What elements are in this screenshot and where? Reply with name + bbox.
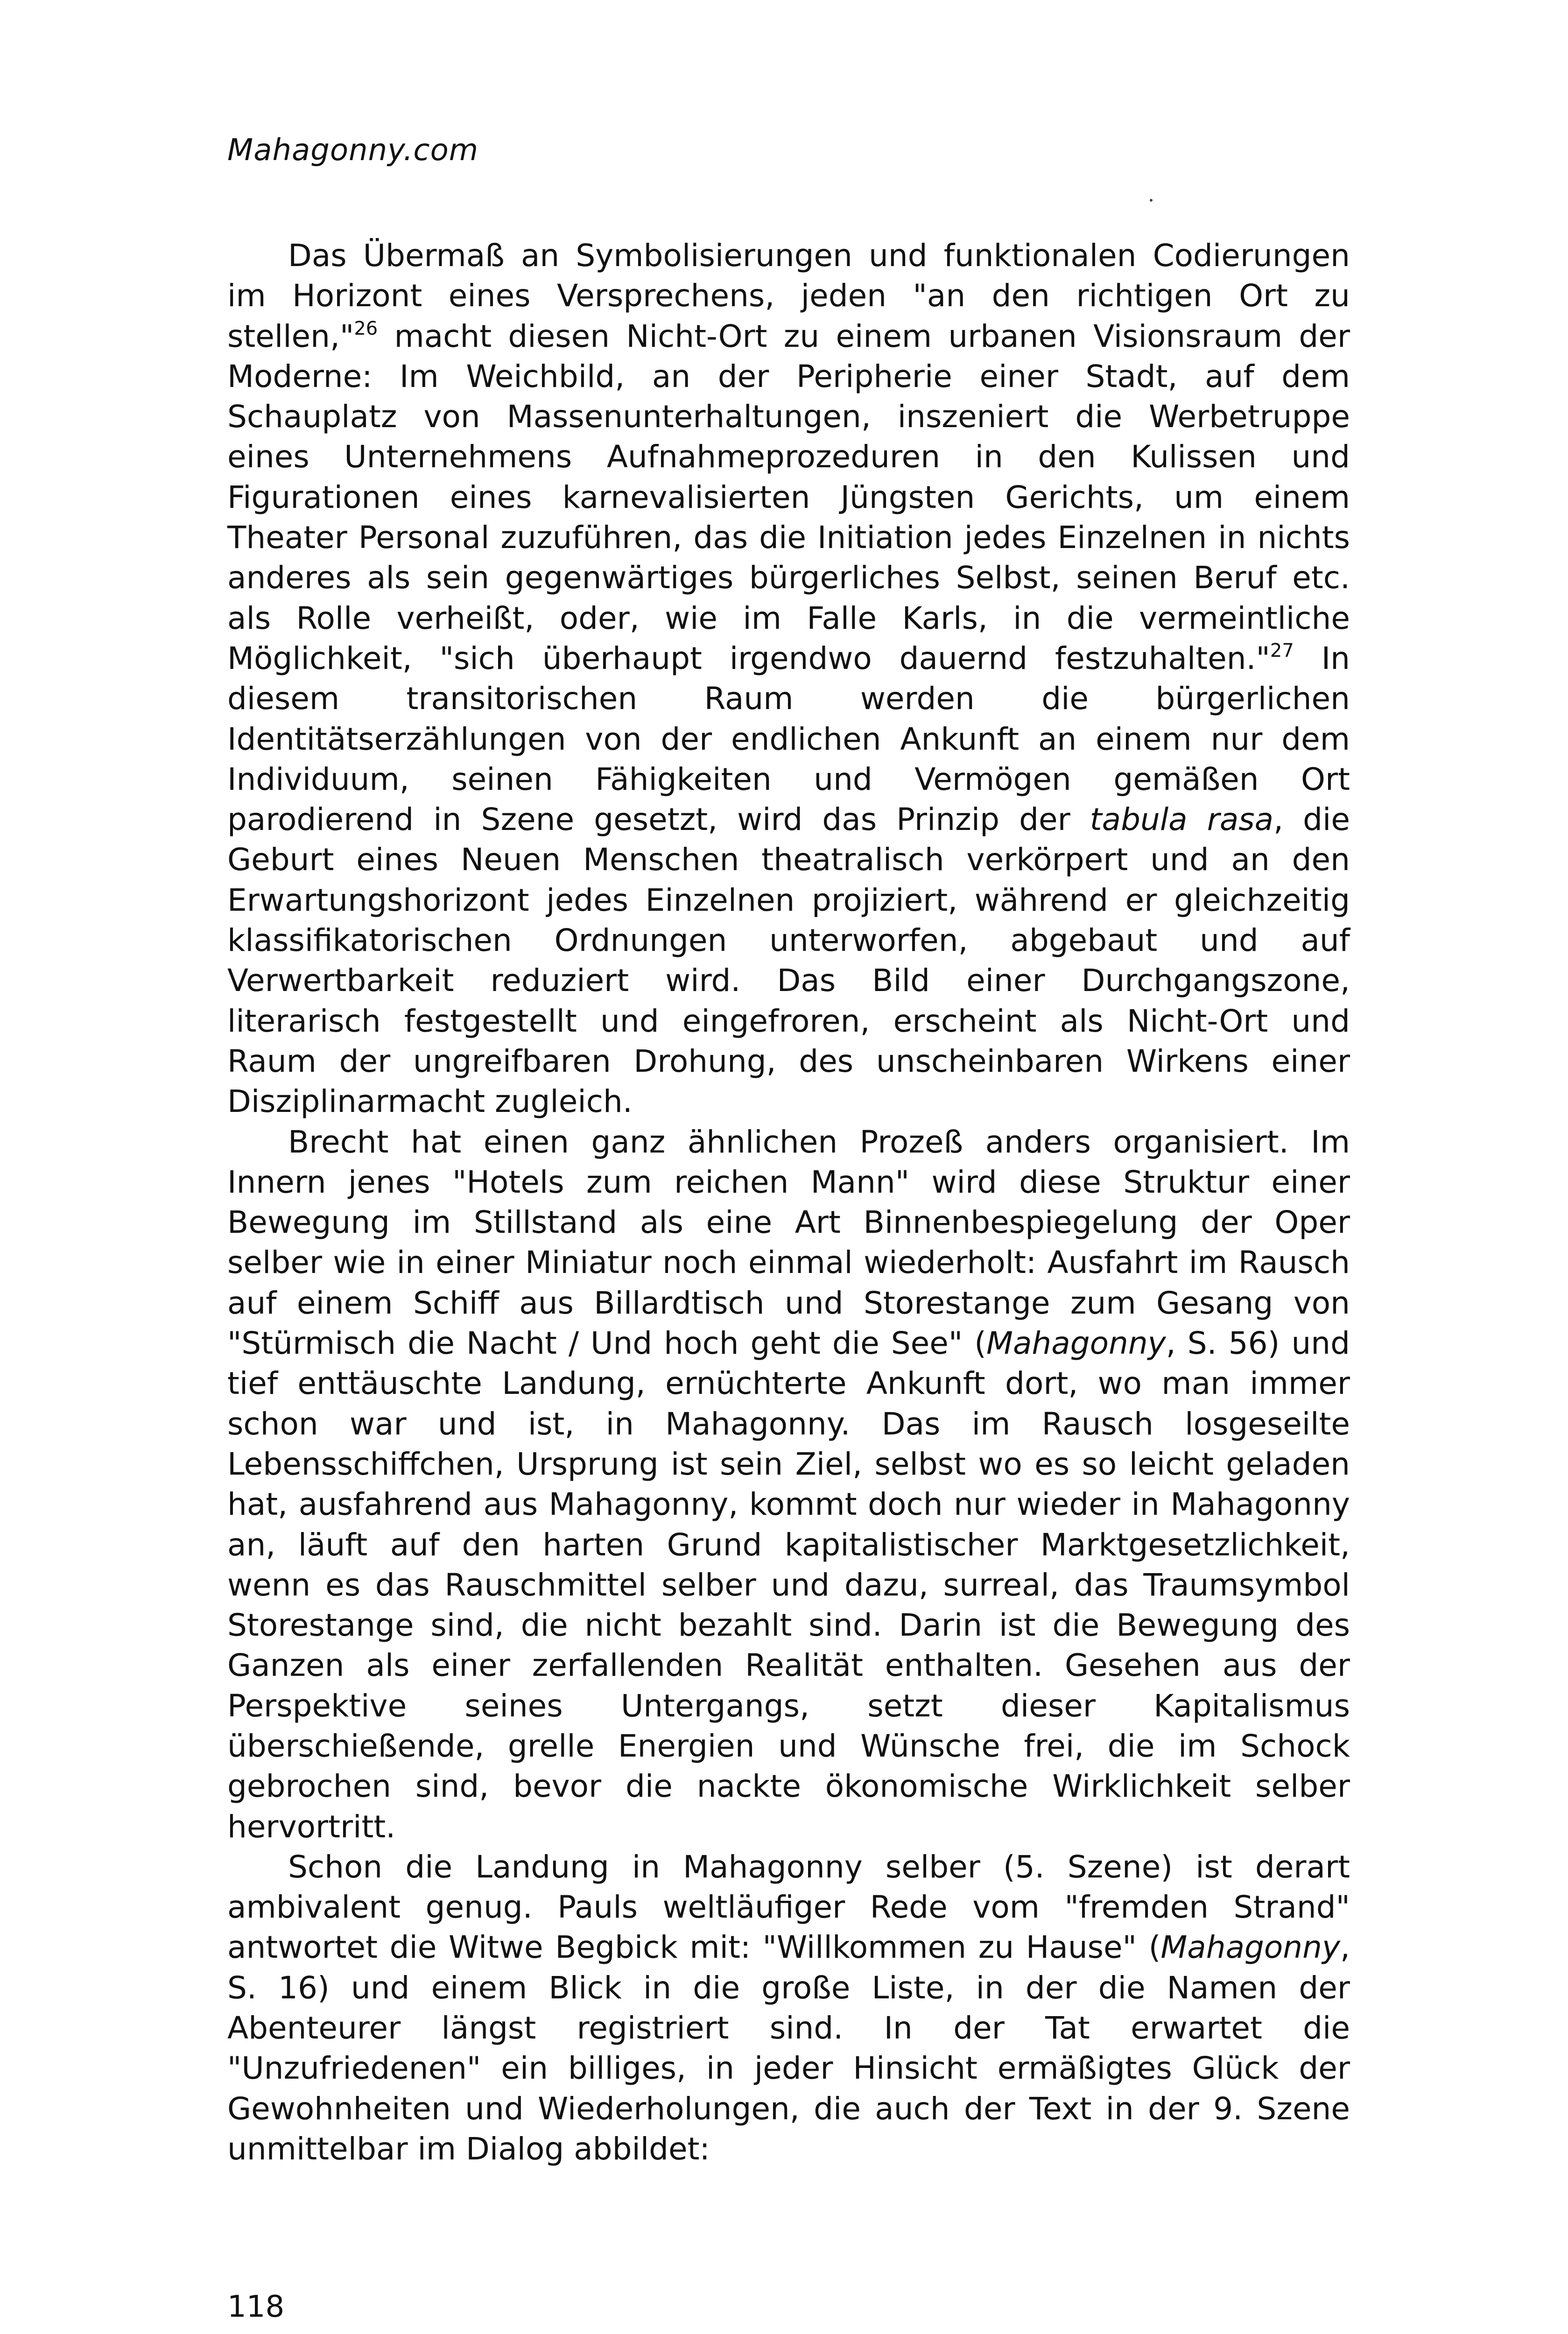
print-speck <box>1150 199 1153 202</box>
text-run: Brecht hat einen ganz ähnlichen Prozeß anders organisiert. Im Innern jenes "Hotels zum reichen Mann" wird diese Struktur einer Bewegung im Stillstand als eine Art Binnenbespiegelung der Oper selber wie in einer Miniatur noch einmal wiederholt: Ausfahrt im Rausch auf einem Schiff aus Billardtisch und Storestange zum Gesang von "Stürmisch die Nacht / Und hoch geht die See" ( <box>227 1124 1350 1362</box>
running-title: Mahagonny.com <box>227 133 479 168</box>
text-run: , die Geburt eines Neuen Menschen theatralisch verkörpert und an den Erwartungshorizont jedes Einzelnen projiziert, während er gleichzeitig klassifikatorischen Ordnungen unterworfen, abgebaut und auf Verwertbarkeit reduziert wird. Das Bild einer Durchgangszone, literarisch festgestellt und eingefroren, erscheint als Nicht-Ort und Raum der ungreifbaren Drohung, des unscheinbaren Wirkens einer Disziplinarmacht zugleich. <box>227 801 1350 1120</box>
paragraph <box>227 1122 1350 1847</box>
footnote-reference: 26 <box>354 317 378 339</box>
text-run: , S. 16) und einem Blick in die große Liste, in der die Namen der Abenteurer längst registriert sind. In der Tat erwartet die "Unzufriedenen" ein billiges, in jeder Hinsicht ermäßigtes Glück der Gewohnheiten und Wiederholungen, die auch der Text in der 9. Szene unmittelbar im Dialog abbildet: <box>227 1929 1350 2167</box>
italic-term: tabula rasa <box>1090 801 1274 838</box>
text-run: macht diesen Nicht-Ort zu einem urbanen Visionsraum der Moderne: Im Weichbild, an der Peripherie einer Stadt, auf dem Schauplatz von Massenunterhaltungen, inszeniert die Werbetruppe eines Unternehmens Aufnahmeprozeduren in den Kulissen und Figurationen eines karnevalisierten Jüngsten Gerichts, um einem Theater Personal zuzuführen, das die Initiation jedes Einzelnen in nichts anderes als sein gegenwärtiges bürgerliches Selbst, seinen Beruf etc. als Rolle verheißt, oder, wie im Falle Karls, in die vermeintliche Möglichkeit, "sich überhaupt irgendwo dauernd festzuhalten." <box>227 318 1350 676</box>
text-run: In diesem transitorischen Raum werden die bürgerlichen Identitätserzählungen von der endlichen Ankunft an einem nur dem Individuum, seinen Fähigkeiten und Vermögen gemäßen Ort parodierend in Szene gesetzt, wird das Prinzip der <box>227 640 1350 838</box>
paragraph <box>227 1847 1350 2169</box>
paragraph <box>227 236 1350 1122</box>
italic-term: Mahagonny <box>1160 1929 1341 1966</box>
text-run: Das Übermaß an Symbolisierungen und funktionalen Codierungen im Horizont eines Versprechens, jeden "an den richtigen Ort zu stellen," <box>227 238 1350 354</box>
text-run: Schon die Landung in Mahagonny selber (5. Szene) ist derart ambivalent genug. Pauls weltläufiger Rede vom "fremden Strand" antwortet die Witwe Begbick mit: "Willkommen zu Hause" ( <box>227 1849 1350 1966</box>
text-run: , S. 56) und tief enttäuschte Landung, ernüchterte Ankunft dort, wo man immer schon war und ist, in Mahagonny. Das im Rausch losgeseilte Lebensschiffchen, Ursprung ist sein Ziel, selbst wo es so leicht geladen hat, ausfahrend aus Mahagonny, kommt doch nur wieder in Mahagonny an, läuft auf den harten Grund kapitalistischer Marktgesetzlichkeit, wenn es das Rauschmittel selber und dazu, surreal, das Traumsymbol Storestange sind, die nicht bezahlt sind. Darin ist die Bewegung des Ganzen als einer zerfallenden Realität enthalten. Gesehen aus der Perspektive seines Untergangs, setzt dieser Kapitalismus überschießende, grelle Energien und Wünsche frei, die im Schock gebrochen sind, bevor die nackte ökonomische Wirklichkeit selber hervortritt. <box>227 1325 1350 1845</box>
body-text <box>227 236 1350 2169</box>
page-number: 118 <box>227 2290 285 2324</box>
footnote-reference: 27 <box>1270 640 1294 661</box>
italic-term: Mahagonny <box>986 1325 1166 1362</box>
